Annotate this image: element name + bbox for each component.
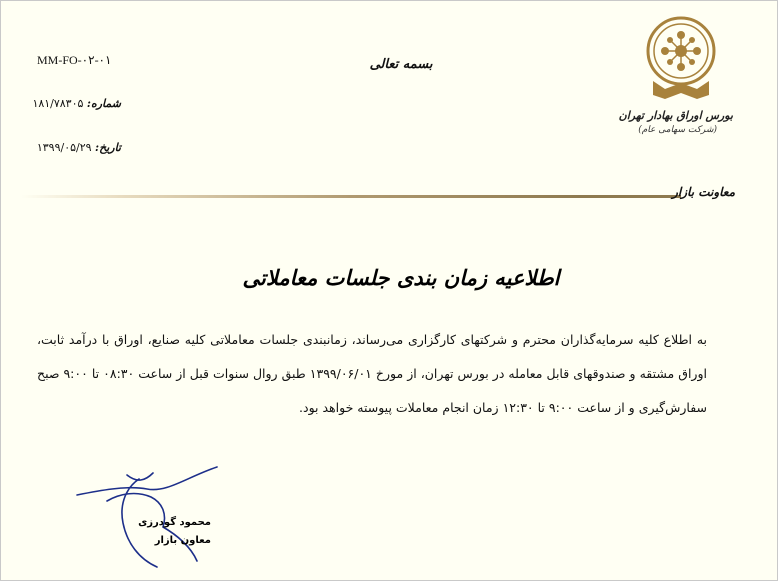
basmala: بسمه تعالی — [369, 57, 433, 72]
letter-date-value: ۱۳۹۹/۰۵/۲۹ — [36, 141, 92, 154]
document-code: MM-FO-۰۲-۰۱ — [37, 53, 112, 67]
department-name: معاونت بازار — [672, 185, 735, 199]
header-divider — [21, 195, 681, 198]
signer-name: محمود گودرزی — [138, 517, 211, 528]
letter-number-value: ۱۸۱/۷۸۳۰۵ — [32, 97, 84, 110]
letter-date-label: تاریخ: — [95, 141, 121, 154]
signer-title: معاون بازار — [154, 535, 211, 546]
letter-date — [31, 141, 121, 154]
letter-number-label: شماره: — [86, 97, 121, 110]
organization-type: (شرکت سهامی عام) — [638, 125, 717, 135]
organization-name: بورس اوراق بهادار تهران — [618, 109, 733, 122]
announcement-body: به اطلاع کلیه سرمایه‌گذاران محترم و شرکتهای کارگزاری می‌رساند، زمانبندی جلسات معاملاتی کلیه صنایع، اوراق با درآمد ثابت، اوراق مشتقه و صندوقهای قابل معامله در بورس تهران، از مورخ ۱۳۹۹/۰۶/۰۱ طبق روال سنوات قبل از ساعت ۰۸:۳۰ تا ۹:۰۰ صبح سفارش‌گیری و از ساعت ۹:۰۰ تا ۱۲:۳۰ زمان انجام معاملات پیوسته خواهد بود. — [37, 332, 707, 415]
letter-number — [31, 97, 121, 110]
exchange-logo-icon — [645, 15, 717, 101]
announcement-title: اطلاعیه زمان بندی جلسات معاملاتی — [242, 265, 560, 290]
